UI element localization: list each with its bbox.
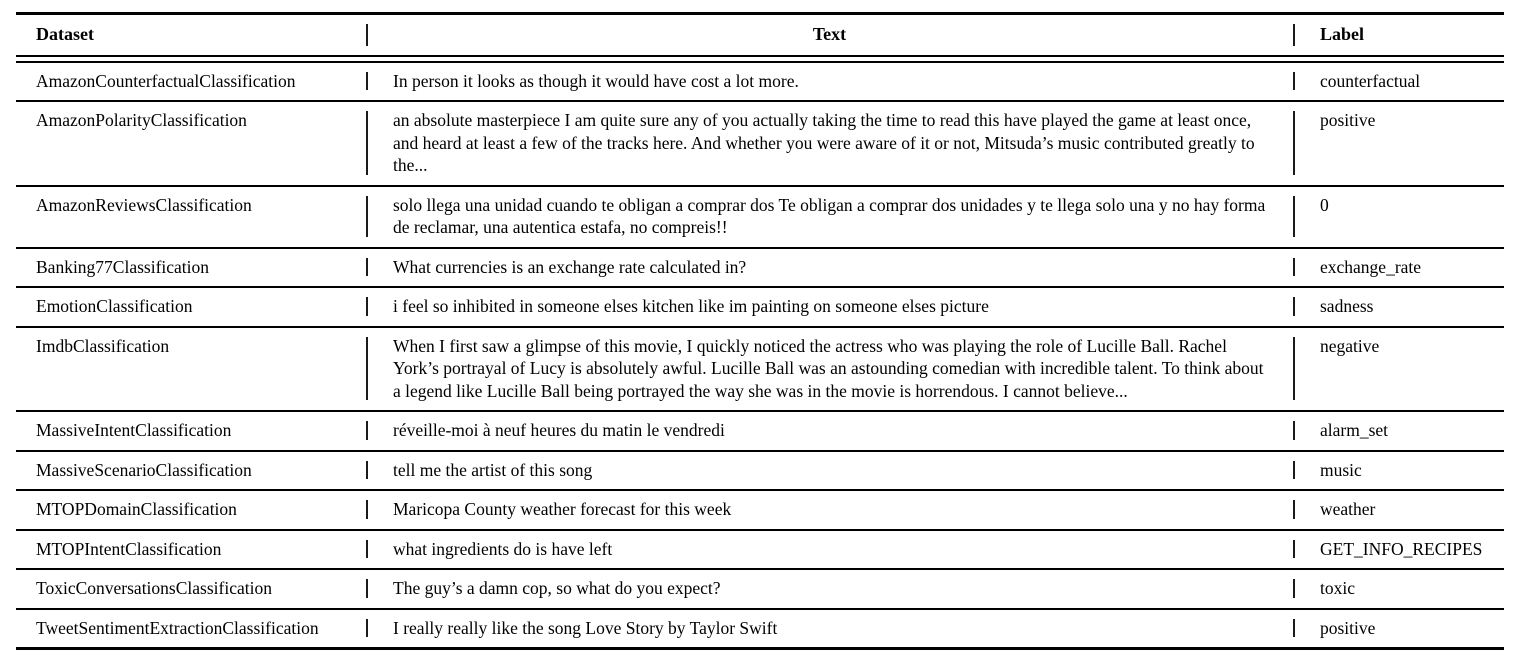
cell-dataset: ImdbClassification	[36, 335, 170, 356]
cell-label: sadness	[1320, 296, 1374, 316]
cell-label: positive	[1320, 617, 1376, 638]
cell-text: solo llega una unidad cuando te obligan a comprar dos Te obligan a comprar dos unidades y te llega solo una y no hay forma de reclamar, una autentica estafa, no compreis!!	[393, 194, 1266, 237]
cell-text: The guy’s a damn cop, so what do you expect?	[393, 578, 721, 598]
classification-examples-table	[16, 12, 1504, 650]
column-header-dataset: Dataset	[36, 24, 94, 44]
table-row	[16, 249, 1504, 287]
cell-dataset: AmazonReviewsClassification	[36, 194, 252, 215]
cell-text: In person it looks as though it would have cost a lot more.	[393, 70, 799, 91]
table-bottom-rule	[16, 647, 1504, 650]
table-row	[16, 187, 1504, 247]
cell-label: weather	[1320, 499, 1376, 519]
vertical-bar-icon	[366, 337, 368, 401]
cell-dataset: AmazonCounterfactualClassification	[36, 70, 296, 91]
column-separator	[1284, 491, 1304, 529]
column-separator	[1284, 570, 1304, 608]
column-separator	[1284, 15, 1304, 55]
table-header-row	[16, 15, 1504, 55]
table-row	[16, 328, 1504, 411]
vertical-bar-icon	[366, 111, 368, 175]
cell-dataset: MassiveScenarioClassification	[36, 459, 252, 480]
cell-label: GET_INFO_RECIPES	[1320, 538, 1483, 559]
vertical-bar-icon	[366, 421, 368, 440]
table-body	[16, 63, 1504, 648]
vertical-bar-icon	[1293, 421, 1295, 440]
table-row	[16, 531, 1504, 569]
column-separator	[1284, 610, 1304, 648]
column-separator	[357, 249, 377, 287]
table-row	[16, 102, 1504, 185]
vertical-bar-icon	[1293, 500, 1295, 519]
cell-label: negative	[1320, 335, 1380, 356]
column-separator	[357, 491, 377, 529]
cell-text: tell me the artist of this song	[393, 459, 593, 480]
cell-label: toxic	[1320, 578, 1355, 598]
cell-dataset: Banking77Classification	[36, 256, 210, 277]
table-row	[16, 63, 1504, 101]
table-row	[16, 452, 1504, 490]
cell-dataset: MTOPIntentClassification	[36, 538, 222, 559]
table-row	[16, 570, 1504, 608]
cell-label: alarm_set	[1320, 420, 1389, 440]
column-separator	[1284, 102, 1304, 185]
column-separator	[357, 328, 377, 411]
cell-text: réveille-moi à neuf heures du matin le vendredi	[393, 420, 725, 440]
vertical-bar-icon	[1293, 540, 1295, 559]
column-separator	[1284, 328, 1304, 411]
cell-dataset: EmotionClassification	[36, 296, 193, 316]
cell-dataset: TweetSentimentExtractionClassification	[36, 617, 319, 638]
vertical-bar-icon	[1293, 579, 1295, 598]
cell-dataset: AmazonPolarityClassification	[36, 110, 247, 130]
column-separator	[357, 412, 377, 450]
column-header-text: Text	[812, 24, 847, 44]
cell-label: music	[1320, 459, 1362, 480]
cell-label: exchange_rate	[1320, 256, 1422, 277]
cell-label: 0	[1320, 194, 1329, 215]
vertical-bar-icon	[366, 500, 368, 519]
column-separator	[1284, 249, 1304, 287]
column-separator	[357, 570, 377, 608]
vertical-bar-icon	[1293, 72, 1295, 91]
cell-text: an absolute masterpiece I am quite sure any of you actually taking the time to read this have played the game at least once, and heard at least a few of the tracks here. And whether you were aware of it or not, Mitsuda’s music contributed greatly to the...	[393, 110, 1255, 175]
column-header-label: Label	[1320, 24, 1365, 44]
cell-text: I really really like the song Love Story by Taylor Swift	[393, 617, 778, 638]
vertical-bar-icon	[366, 196, 368, 237]
table-row	[16, 412, 1504, 450]
vertical-bar-icon	[366, 540, 368, 559]
column-separator	[1284, 187, 1304, 247]
column-separator	[1284, 63, 1304, 101]
vertical-bar-icon	[1293, 196, 1295, 237]
cell-text: i feel so inhibited in someone elses kitchen like im painting on someone elses picture	[393, 296, 989, 316]
column-separator	[357, 452, 377, 490]
vertical-bar-icon	[1293, 337, 1295, 401]
cell-dataset: MassiveIntentClassification	[36, 420, 232, 440]
column-separator	[1284, 531, 1304, 569]
cell-text: Maricopa County weather forecast for this week	[393, 499, 732, 519]
vertical-bar-icon	[1293, 619, 1295, 638]
vertical-bar-icon	[1293, 111, 1295, 175]
table-row	[16, 288, 1504, 326]
cell-text: what ingredients do is have left	[393, 538, 613, 559]
cell-text: When I first saw a glimpse of this movie, I quickly noticed the actress who was playing the role of Lucille Ball. Rachel York’s portrayal of Lucy is absolutely awful. Lucille Ball was an astounding comedian with incredible talent. To think about a legend like Lucille Ball being portrayed the way she was in the movie is horrendous. I cannot believe...	[393, 335, 1264, 401]
vertical-bar-icon	[366, 579, 368, 598]
column-separator	[1284, 412, 1304, 450]
column-separator	[1284, 288, 1304, 326]
table-row	[16, 610, 1504, 648]
cell-label: counterfactual	[1320, 70, 1421, 91]
vertical-bar-icon	[1293, 258, 1295, 277]
column-separator	[357, 63, 377, 101]
cell-dataset: MTOPDomainClassification	[36, 499, 237, 519]
column-separator	[357, 187, 377, 247]
vertical-bar-icon	[366, 297, 368, 316]
column-separator	[357, 610, 377, 648]
column-separator	[357, 102, 377, 185]
column-separator	[357, 15, 377, 55]
vertical-bar-icon	[366, 619, 368, 638]
vertical-bar-icon	[366, 24, 368, 46]
vertical-bar-icon	[1293, 461, 1295, 480]
column-separator	[1284, 452, 1304, 490]
vertical-bar-icon	[1293, 297, 1295, 316]
vertical-bar-icon	[366, 72, 368, 91]
vertical-bar-icon	[1293, 24, 1295, 46]
vertical-bar-icon	[366, 461, 368, 480]
cell-label: positive	[1320, 110, 1376, 130]
cell-text: What currencies is an exchange rate calculated in?	[393, 256, 747, 277]
cell-dataset: ToxicConversationsClassification	[36, 578, 272, 598]
column-separator	[357, 531, 377, 569]
column-separator	[357, 288, 377, 326]
table-row	[16, 491, 1504, 529]
vertical-bar-icon	[366, 258, 368, 277]
